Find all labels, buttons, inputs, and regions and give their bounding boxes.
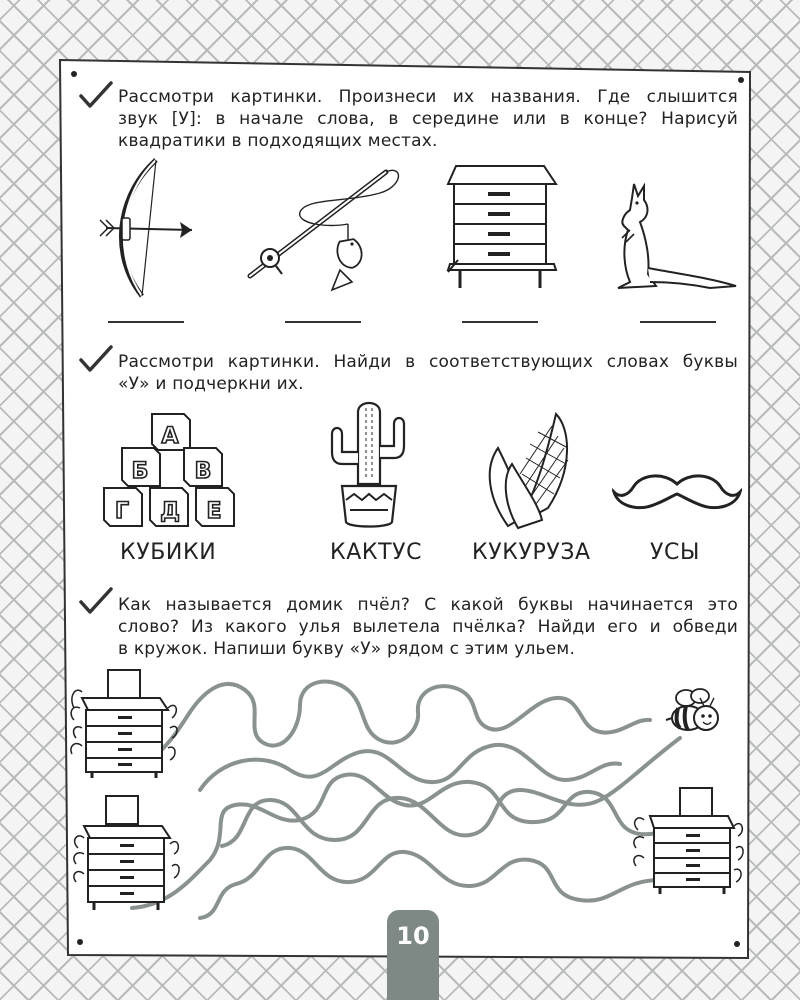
page-number: 10 — [387, 910, 439, 1000]
task-1-line-1: Рассмотри картинки. Произнеси их названия. Где слышится — [118, 87, 738, 107]
maze-path-bottom[interactable] — [200, 848, 660, 918]
task-1-line-3: квадратики в подходящих местах. — [118, 131, 438, 151]
block-letter: Е — [206, 499, 222, 524]
bee-picture — [664, 686, 724, 742]
task-3-line-2: слово? Из какого улья вылетела пчёлка? Найди его и обведи — [118, 617, 738, 637]
block-letter: Д — [160, 499, 180, 524]
word-kaktus[interactable]: КАКТУС — [330, 540, 423, 565]
task-1-line-2: звук [У]: в начале слова, в середине или в конце? Нарисуй — [118, 109, 738, 129]
block-letter: В — [194, 459, 212, 484]
task-2-line-2: «У» и подчеркни их. — [118, 374, 304, 394]
task-3-line-1: Как называется домик пчёл? С какой буквы начинается это — [118, 595, 738, 615]
word-kubiki[interactable]: КУБИКИ — [120, 540, 217, 565]
beehive-bottom-right-picture[interactable] — [630, 786, 746, 896]
block-letter: Б — [131, 459, 149, 484]
task-3-line-3: в кружок. Напиши букву «У» рядом с этим ульем. — [118, 639, 576, 659]
block-letter: А — [161, 424, 179, 449]
answer-box[interactable] — [106, 796, 138, 824]
maze-path-middle[interactable] — [132, 774, 684, 908]
word-usy[interactable]: УСЫ — [650, 540, 700, 565]
task-2-line-1: Рассмотри картинки. Найди в соответствующих словах буквы — [118, 352, 738, 372]
beehive-bottom-left-picture[interactable] — [70, 794, 182, 912]
beehive-top-left-picture[interactable] — [68, 668, 180, 780]
block-letter: Г — [114, 499, 130, 524]
answer-box[interactable] — [108, 670, 140, 698]
answer-box[interactable] — [680, 788, 712, 816]
word-kukuruza[interactable]: КУКУРУЗА — [472, 540, 591, 565]
